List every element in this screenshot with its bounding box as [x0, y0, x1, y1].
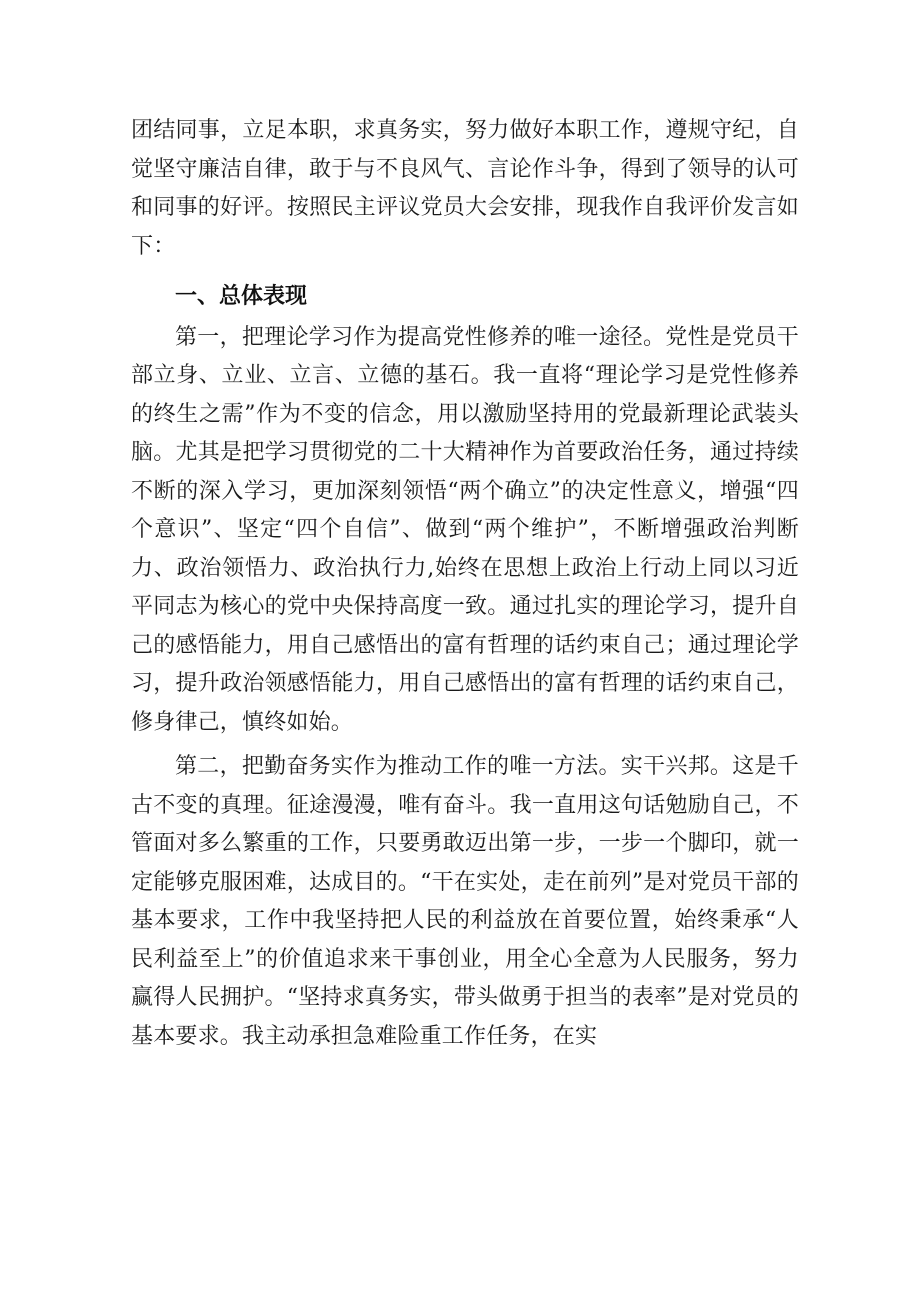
- document-body: [131, 112, 799, 1056]
- spacer: [131, 266, 799, 272]
- paragraph-intro: 团结同事，立足本职，求真务实，努力做好本职工作，遵规守纪，自觉坚守廉洁自律，敢于与不良风气、言论作斗争，得到了领导的认可和同事的好评。按照民主评议党员大会安排，现我作自我评价发言如下：: [131, 118, 799, 259]
- paragraph-first-theory-study: 第一，把理论学习作为提高党性修养的唯一途径。党性是党员干部立身、立业、立言、立德的基石。我一直将“理论学习是党性修养的终生之需”作为不变的信念，用以激励坚持用的党最新理论武装头脑。尤其是把学习贯彻党的二十大精神作为首要政治任务，通过持续不断的深入学习，更加深刻领悟“两个确立”的决定性意义，增强“四个意识”、坚定“四个自信”、做到“两个维护”，不断增强政治判断力、政治领悟力、政治执行力,始终在思想上政治上行动上同以习近平同志为核心的党中央保持高度一致。通过扎实的理论学习，提升自己的感悟能力，用自己感悟出的富有哲理的话约束自己；通过理论学习，提升政治领感悟能力，用自己感悟出的富有哲理的话约束自己，修身律己，慎终如始。: [131, 324, 799, 735]
- section-heading-overall-performance: 一、总体表现: [175, 284, 308, 309]
- paragraph-second-diligence: 第二，把勤奋务实作为推动工作的唯一方法。实干兴邦。这是千古不变的真理。征途漫漫，唯有奋斗。我一直用这句话勉励自己，不管面对多么繁重的工作，只要勇敢迈出第一步，一步一个脚印，就一定能够克服困难，达成目的。“干在实处，走在前列”是对党员干部的基本要求，工作中我坚持把人民的利益放在首要位置，始终秉承“人民利益至上”的价值追求来干事创业，用全心全意为人民服务，努力赢得人民拥护。“坚持求真务实，带头做勇于担当的表率”是对党员的基本要求。我主动承担急难险重工作任务，在实: [131, 754, 799, 1049]
